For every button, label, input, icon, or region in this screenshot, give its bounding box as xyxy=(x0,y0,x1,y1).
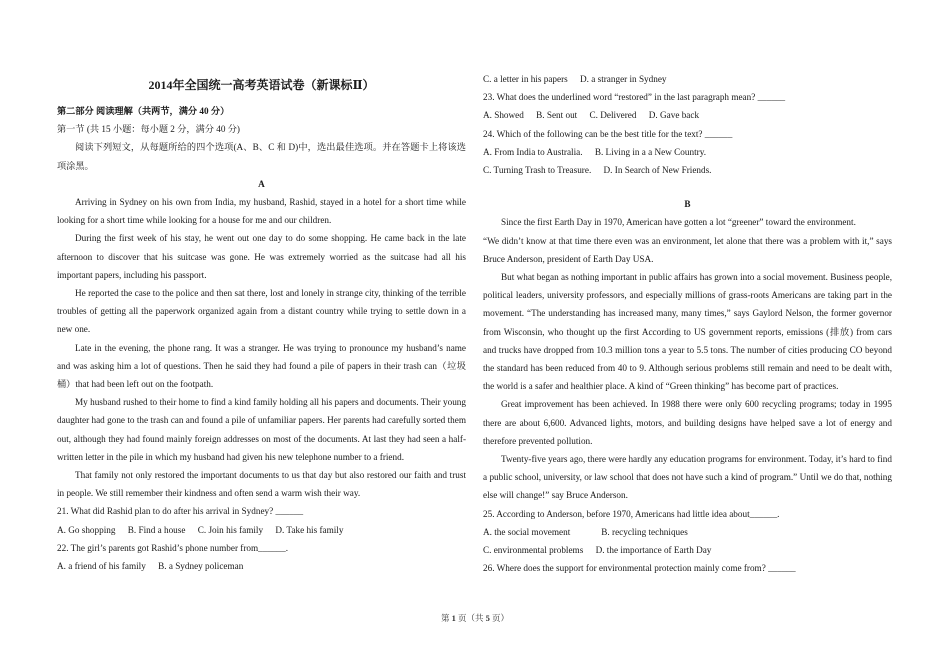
question-options xyxy=(57,557,466,575)
question-stem: 21. What did Rashid plan to do after his arrival in Sydney? ______ xyxy=(57,506,304,517)
option-d[interactable]: D. the importance of Earth Day xyxy=(595,545,712,556)
footer-suffix: 页） xyxy=(489,613,510,623)
left-column xyxy=(57,102,466,575)
option-b[interactable]: B. Living in a a New Country. xyxy=(594,146,706,157)
option-d[interactable]: D. In Search of New Friends. xyxy=(603,165,712,176)
right-column xyxy=(483,70,892,577)
option-c[interactable]: C. Join his family xyxy=(197,524,264,535)
question-stem: 26. Where does the support for environmental protection mainly come from? ______ xyxy=(483,563,796,574)
question-23 xyxy=(483,88,892,124)
option-a[interactable]: A. Showed xyxy=(483,110,524,121)
instructions: 阅读下列短文，从每题所给的四个选项(A、B、C 和 D)中，选出最佳选项。并在答题卡上将该选项涂黑。 xyxy=(57,142,466,171)
option-d[interactable]: D. Take his family xyxy=(275,524,344,535)
option-c[interactable]: C. environmental problems xyxy=(483,545,584,556)
passage-b-paragraph: Since the first Earth Day in 1970, American have gotten a lot “greener” toward the environment. xyxy=(501,217,856,228)
passage-a-paragraph: During the first week of his stay, he went out one day to do some shopping. He came back in the late afternoon to discover that his suitcase was gone. He was extremely worried as the suitcase had all his important papers, including his passport. xyxy=(57,233,466,280)
option-a[interactable]: A. Go shopping xyxy=(57,524,116,535)
question-options xyxy=(483,523,892,541)
option-b[interactable]: B. Find a house xyxy=(127,524,186,535)
passage-a xyxy=(57,193,466,502)
passage-a-paragraph: Late in the evening, the phone rang. It was a stranger. He was trying to pronounce my husband’s name and was asking him a lot of questions. Then he said they had found a pile of papers in their trash can（垃圾桶）that had been left out on the footpath. xyxy=(57,342,466,390)
option-b[interactable]: B. a Sydney policeman xyxy=(158,561,244,572)
option-d[interactable]: D. Gave back xyxy=(648,110,700,121)
question-options xyxy=(483,541,892,559)
option-a[interactable]: A. From India to Australia. xyxy=(483,146,583,157)
question-21 xyxy=(57,502,466,538)
question-stem: 25. According to Anderson, before 1970, Americans had little idea about______. xyxy=(483,508,780,519)
question-25 xyxy=(483,505,892,560)
passage-b xyxy=(483,213,892,504)
question-26 xyxy=(483,559,892,577)
option-d[interactable]: D. a stranger in Sydney xyxy=(580,74,667,84)
option-c[interactable]: C. a letter in his papers xyxy=(483,74,568,84)
footer-page-number: 1 xyxy=(451,613,456,623)
option-c[interactable]: C. Turning Trash to Treasure. xyxy=(483,165,592,176)
passage-b-paragraph: “We didn’t know at that time there even was an environment, let alone that there was a problem with it,” says Bruce Anderson, president of Earth Day USA. xyxy=(483,235,892,264)
question-options xyxy=(483,143,892,161)
passage-a-paragraph: That family not only restored the important documents to us that day but also restored our faith and trust in people. We still remember their kindness and often send a warm wish their way. xyxy=(57,470,466,499)
option-c[interactable]: C. Delivered xyxy=(589,110,637,121)
passage-a-paragraph: He reported the case to the police and then sat there, lost and lonely in strange city, thinking of the terrible troubles of getting all the paperwork organized again from a distant country while trying to settle down in a new one. xyxy=(57,288,466,335)
option-b[interactable]: B. recycling techniques xyxy=(601,526,688,537)
footer-prefix: 第 xyxy=(440,613,452,623)
passage-a-paragraph: Arriving in Sydney on his own from India, my husband, Rashid, stayed in a hotel for a short time while looking for a short time while looking for a house for me and our children. xyxy=(57,197,466,226)
passage-b-paragraph: Twenty-five years ago, there were hardly any education programs for environment. Today, it’s hard to find a public school, university, or law school that does not have such a kind of program.” Until we do that, nothing else will change!” say Bruce Anderson. xyxy=(483,454,892,501)
question-options xyxy=(483,106,892,124)
question-options xyxy=(483,161,892,179)
question-stem: 22. The girl’s parents got Rashid’s phone number from______. xyxy=(57,542,289,553)
question-24 xyxy=(483,125,892,180)
option-b[interactable]: B. Sent out xyxy=(536,110,578,121)
page-title: 2014年全国统一高考英语试卷（新课标Ⅱ） xyxy=(148,78,375,92)
page-footer xyxy=(0,612,950,624)
question-22 xyxy=(57,539,466,575)
passage-b-paragraph: Great improvement has been achieved. In 1988 there were only 600 recycling programs; today in 1995 there are about 6,600. Advanced lights, motors, and building designs have helped save a lot of energy and therefore prevented pollution. xyxy=(483,399,892,446)
question-22-options-cd xyxy=(483,70,892,88)
part2-heading: 第二部分 阅读理解（共两节，满分 40 分） xyxy=(57,106,230,116)
passage-b-label: B xyxy=(684,199,691,210)
option-a[interactable]: A. a friend of his family xyxy=(57,561,146,572)
footer-middle: 页（共 xyxy=(455,613,486,623)
question-options xyxy=(57,521,466,539)
section1-heading: 第一节 (共 15 小题：每小题 2 分，满分 40 分) xyxy=(57,124,240,135)
passage-a-label: A xyxy=(258,178,265,189)
footer-total-pages: 5 xyxy=(485,613,490,623)
passage-a-paragraph: My husband rushed to their home to find a kind family holding all his papers and documents. Their young daughter had gone to the trash can and found a pile of unfamiliar papers. Her parents had carefully sorted them out, although they had found mainly foreign addresses on most of the documents. At last they had seen a half-written letter in the pile in which my husband had given his new telephone number to a friend. xyxy=(57,397,466,462)
question-stem: 23. What does the underlined word “restored” in the last paragraph mean? ______ xyxy=(483,92,786,103)
passage-b-paragraph: But what began as nothing important in public affairs has grown into a social movement. Business people, political leaders, university professors, and especially millions of grass-roots Americans are taking part in the movement. “The understanding has increased many, many times,” says Gaylord Nelson, the former governor from Wisconsin, who thought up the first According to US government reports, emissions (排放) from cars and trucks have dropped from 10.3 million tons a year to 5.5 tons. The number of cities producing CO beyond the standard has been reduced from 40 to 9. Although serious problems still remain and need to be dealt with, the world is a safer and healthier place. A kind of “Green thinking” has become part of practices. xyxy=(483,272,892,392)
option-a[interactable]: A. the social movement xyxy=(483,526,571,537)
question-stem: 24. Which of the following can be the best title for the text? ______ xyxy=(483,128,733,139)
